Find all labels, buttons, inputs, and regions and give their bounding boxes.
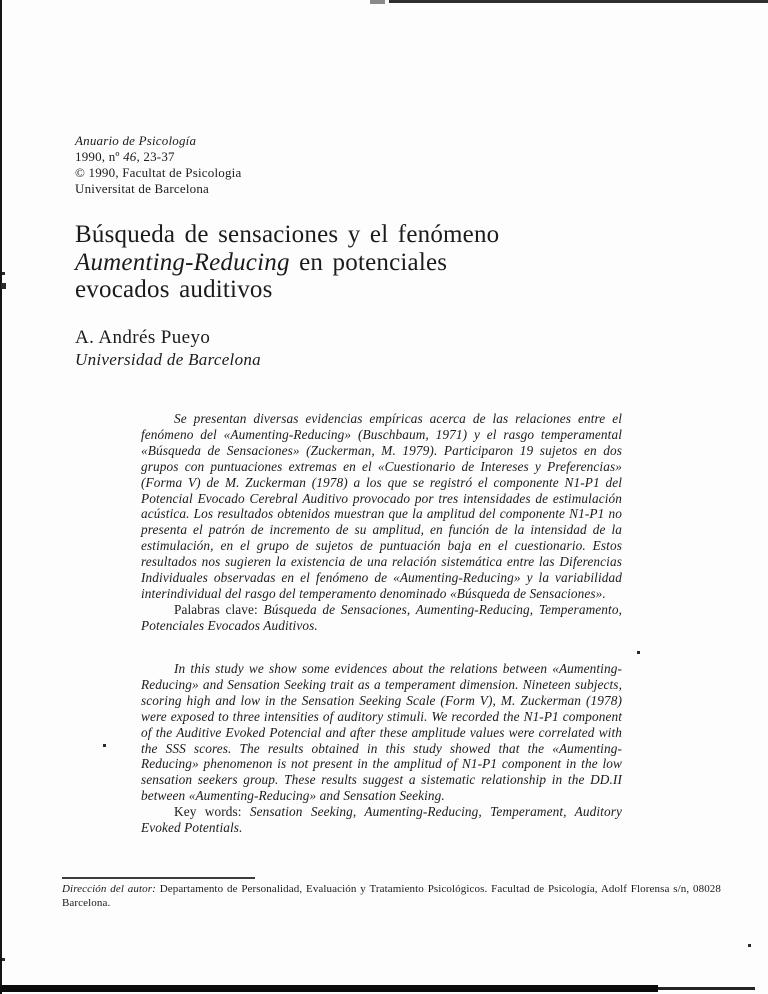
scan-top-border: [389, 0, 768, 3]
keywords-label-es: Palabras clave:: [174, 601, 258, 617]
scan-speck: [103, 744, 106, 747]
footnote-rule: [62, 877, 255, 879]
journal-issue-number: 46: [123, 149, 137, 164]
scan-speck: [748, 944, 751, 947]
article-title: [75, 221, 595, 304]
abstract-spanish-body: Se presentan diversas evidencias empíricas acerca de las relaciones entre el fenómeno del «Aumenting-Reducing» (Buschbaum, 1971) y el rasgo temperamental «Búsqueda de Sensaciones» (Zuckerman, M. 1979). Participaron 19 sujetos en dos grupos con puntuaciones extremas en el «Cuestionario de Intereses y Preferencias» (Forma V) de M. Zuckerman (1978) a los que se registró el componente N1-P1 del Potencial Evocado Cerebral Auditivo provocado por tres intensidades de estimulación acústica. Los resultados obtenidos muestran que la amplitud del componente N1-P1 no presenta el patrón de incremento de su amplitud, en función de la intensidad de la estimulación, en el grupo de sujetos de puntuación baja en el cuestionario. Estos resultados nos sugieren la existencia de una relación sistemática entre las Diferencias Individuales observadas en el fenómeno de «Aumenting-Reducing» y la variabilidad interindividual del rasgo del temperamento denominado «Búsqueda de Sensaciones».: [141, 411, 622, 601]
title-line-3: evocados auditivos: [75, 276, 273, 303]
title-line-1: Búsqueda de sensaciones y el fenómeno: [75, 221, 500, 248]
scan-speck: [2, 272, 5, 275]
scan-speck: [2, 958, 5, 961]
scan-bottom-bar-thin: [658, 987, 755, 990]
author-byline: [75, 327, 261, 370]
title-line-2: [75, 249, 595, 277]
journal-header: [75, 133, 241, 197]
journal-name: Anuario de Psicología: [75, 133, 197, 148]
abstract-english-keywords-line: [141, 804, 622, 836]
title-italic-term: Aumenting-Reducing: [75, 248, 290, 276]
journal-issue-prefix: 1990, nº: [75, 149, 124, 164]
abstract-spanish-keywords-line: [141, 602, 622, 634]
abstract-english: [141, 661, 622, 836]
author-name: A. Andrés Pueyo: [75, 327, 211, 348]
journal-copyright: © 1990, Facultat de Psicologia: [75, 165, 242, 180]
footnote-text: Departamento de Personalidad, Evaluación y Tratamiento Psicológicos. Facultad de Psicología, Adolf Florensa s/n, 08028 Barcelona.: [62, 883, 722, 909]
scan-top-mark: [370, 0, 385, 4]
keywords-es: Búsqueda de Sensaciones, Aumenting-Reducing, Temperamento, Potenciales Evocados Auditivos.: [141, 601, 622, 633]
scan-left-border: [0, 0, 2, 994]
journal-issue-line: [75, 149, 241, 165]
author-affiliation: Universidad de Barcelona: [75, 350, 261, 369]
scan-speck: [637, 651, 640, 654]
scan-speck: [1, 283, 6, 289]
abstract-spanish: [141, 411, 622, 634]
journal-university: Universitat de Barcelona: [75, 181, 210, 196]
title-line-2-rest: en potenciales: [289, 248, 448, 276]
keywords-label-en: Key words:: [174, 804, 242, 820]
author-address-footnote: [62, 883, 721, 910]
footnote-label: Dirección del autor:: [62, 883, 156, 895]
journal-issue-pages: , 23-37: [136, 149, 175, 164]
scan-bottom-bar: [0, 985, 658, 992]
keywords-en: Sensation Seeking, Aumenting-Reducing, Temperament, Auditory Evoked Potentials.: [141, 804, 622, 836]
abstract-english-body: In this study we show some evidences about the relations between «Aumenting-Reducing» and Sensation Seeking trait as a temperament dimension. Nineteen subjects, scoring high and low in the Sensation Seeking Scale (Form V), M. Zuckerman (1978) were exposed to three intensities of auditory stimuli. We recorded the N1-P1 component of the Auditive Evoked Potencial and after these amplitude values were correlated with the SSS scores. The results obtained in this study showed that the «Aumenting-Reducing» phenomenon is not present in the amplitud of N1-P1 component in the low sensation seekers group. These results suggest a sistematic relationship in the DD.II between «Aumenting-Reducing» and Sensation Seeking.: [141, 661, 622, 804]
